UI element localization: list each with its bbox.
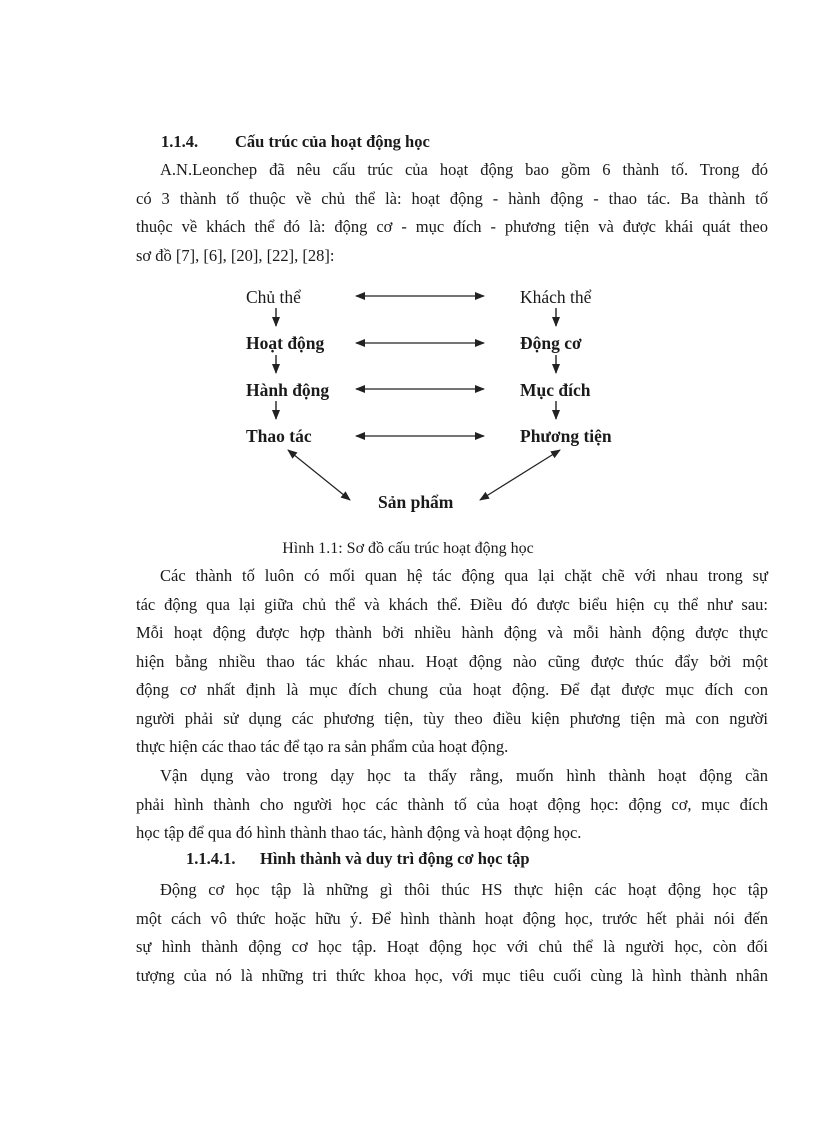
text-line: Động cơ học tập là những gì thôi thúc HS thực hiện các hoạt động học tập [160, 880, 768, 899]
body-paragraph [136, 562, 768, 762]
text-line: phải hình thành cho người học các thành tố của hoạt động học: động cơ, mục đích [136, 794, 768, 814]
figure-caption: Hình 1.1: Sơ đồ cấu trúc hoạt động học [282, 540, 534, 557]
body-paragraph [136, 762, 768, 848]
subsection-number: 1.1.4.1. [186, 849, 236, 868]
diagram-arrows [230, 282, 650, 522]
structure-diagram [230, 282, 650, 522]
section-title: Cấu trúc của hoạt động học [235, 132, 430, 151]
section-heading [161, 132, 430, 152]
body-paragraph [136, 876, 768, 990]
text-line: A.N.Leonchep đã nêu cấu trúc của hoạt động bao gồm 6 thành tố. Trong đó [160, 160, 768, 179]
diagonal-arrow [480, 450, 560, 500]
diagram-left-label: Chủ thể [246, 287, 301, 307]
diagram-right-label: Mục đích [520, 380, 591, 400]
text-line: học tập để qua đó hình thành thao tác, hành động và hoạt động học. [136, 823, 582, 842]
text-line: thuộc về khách thể đó là: động cơ - mục đích - phương tiện và được khái quát theo [136, 217, 768, 236]
text-line: động cơ nhất định là mục đích chung của hoạt động. Để đạt được mục đích con [136, 680, 768, 699]
text-line: Vận dụng vào trong dạy học ta thấy rằng, muốn hình thành hoạt động cần [160, 766, 768, 785]
diagram-left-label: Thao tác [246, 426, 312, 446]
diagonal-arrow [288, 450, 350, 500]
text-line: người phải sử dụng các phương tiện, tùy theo điều kiện phương tiện mà con người [136, 708, 768, 728]
text-line: Mỗi hoạt động được hợp thành bởi nhiều hành động và mỗi hành động được thực [136, 623, 768, 642]
text-line: có 3 thành tố thuộc về chủ thể là: hoạt động - hành động - thao tác. Ba thành tố [136, 188, 768, 208]
text-line: tượng của nó là những tri thức khoa học, với mục tiêu cuối cùng là hình thành nhân [136, 965, 768, 985]
diagram-right-label: Động cơ [520, 333, 582, 353]
text-line: một cách vô thức hoặc hữu ý. Để hình thành hoạt động học, trước hết phải nói đến [136, 908, 768, 928]
text-line: hiện bằng nhiều thao tác khác nhau. Hoạt động nào cũng được thúc đẩy bởi một [136, 651, 768, 671]
subsection-heading [186, 849, 530, 869]
subsection-title: Hình thành và duy trì động cơ học tập [260, 849, 530, 868]
text-line: Các thành tố luôn có mối quan hệ tác động qua lại chặt chẽ với nhau trong sự [160, 566, 768, 585]
text-line: sơ đồ [7], [6], [20], [22], [28]: [136, 245, 335, 265]
intro-paragraph [136, 156, 768, 270]
diagram-left-label: Hành động [246, 380, 330, 400]
diagram-right-label: Khách thể [520, 287, 592, 307]
text-line: sự hình thành động cơ học tập. Hoạt động học với chủ thể là người học, còn đối [136, 937, 768, 956]
text-line: tác động qua lại giữa chủ thể và khách thể. Điều đó được biểu hiện cụ thể như sau: [136, 594, 768, 614]
diagram-left-label: Hoạt động [246, 333, 325, 353]
diagram-product-label: Sản phẩm [378, 492, 454, 512]
text-line: thực hiện các thao tác để tạo ra sản phẩm của hoạt động. [136, 737, 509, 756]
section-number: 1.1.4. [161, 132, 199, 151]
diagram-right-label: Phương tiện [520, 426, 612, 446]
